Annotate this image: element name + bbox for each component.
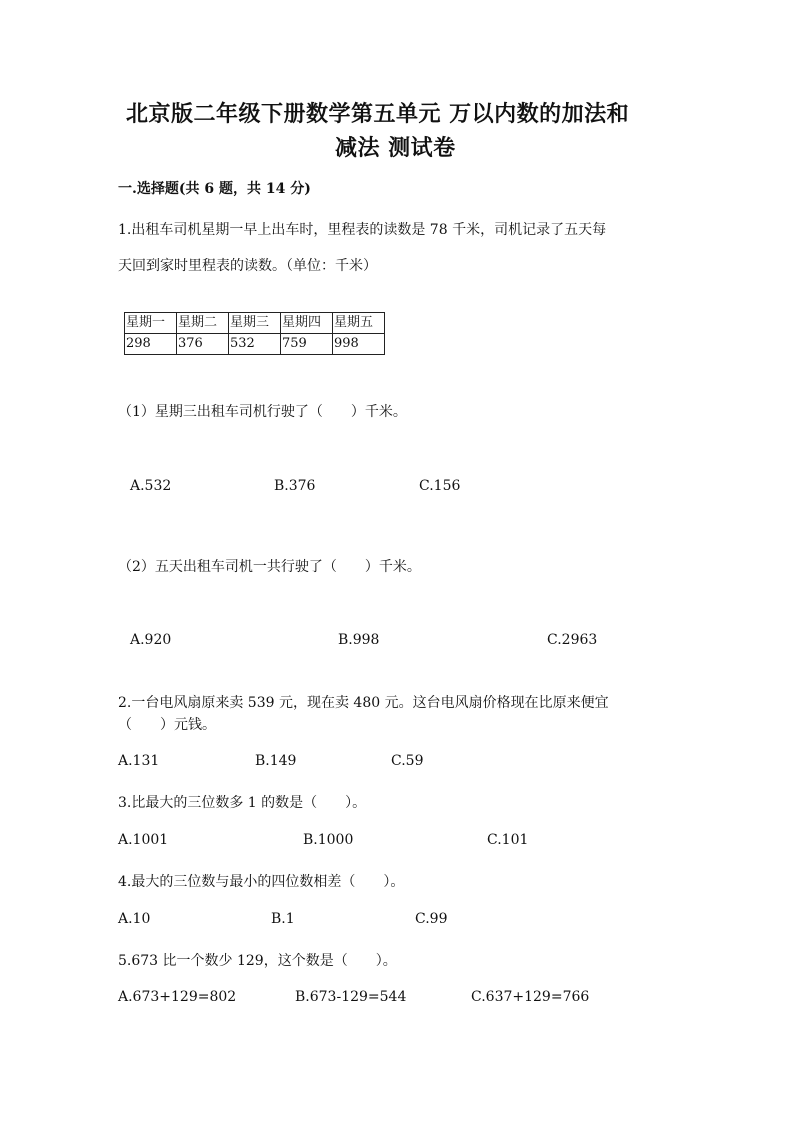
question-1-sub2: （2）五天出租车司机一共行驶了（ ）千米。 [118,559,421,575]
table-cell: 376 [177,334,229,355]
q3-option-b[interactable]: B.1000 [303,832,354,848]
table-cell: 998 [333,334,385,355]
q1-sub2-option-c[interactable]: C.2963 [547,632,598,648]
table-cell: 532 [229,334,281,355]
q5-option-c[interactable]: C.637+129=766 [471,989,590,1005]
q2-option-a[interactable]: A.131 [118,753,160,769]
section-heading: 一.选择题(共 6 题，共 14 分) [118,181,311,197]
odometer-table [124,312,385,355]
q4-option-a[interactable]: A.10 [118,911,151,927]
question-2-stem-line1: 2.一台电风扇原来卖 539 元，现在卖 480 元。这台电风扇价格现在比原来便宜 [118,695,609,711]
q2-option-c[interactable]: C.59 [391,753,424,769]
table-row [125,334,385,355]
question-2-stem-line2: （ ）元钱。 [118,717,216,733]
table-cell: 759 [281,334,333,355]
table-header-cell: 星期三 [229,313,281,334]
q1-sub1-option-b[interactable]: B.376 [274,478,316,494]
document-title-line1: 北京版二年级下册数学第五单元 万以内数的加法和 [126,101,630,127]
q1-sub2-option-b[interactable]: B.998 [338,632,380,648]
question-1-stem-line2: 天回到家时里程表的读数。（单位：千米） [118,258,377,274]
question-3-stem: 3.比最大的三位数多 1 的数是（ ）。 [118,795,367,811]
q5-option-b[interactable]: B.673-129=544 [295,989,407,1005]
q3-option-c[interactable]: C.101 [487,832,529,848]
q1-sub2-option-a[interactable]: A.920 [130,632,172,648]
table-cell: 298 [125,334,177,355]
q5-option-a[interactable]: A.673+129=802 [118,989,237,1005]
question-1-sub1: （1）星期三出租车司机行驶了（ ）千米。 [118,404,407,420]
table-header-cell: 星期四 [281,313,333,334]
question-4-stem: 4.最大的三位数与最小的四位数相差（ ）。 [118,874,405,890]
q1-sub1-option-a[interactable]: A.532 [130,478,172,494]
table-header-row [125,313,385,334]
table-header-cell: 星期五 [333,313,385,334]
document-title-line2: 减法 测试卷 [335,135,456,161]
question-5-stem: 5.673 比一个数少 129，这个数是（ ）。 [118,953,397,969]
q3-option-a[interactable]: A.1001 [118,832,169,848]
q1-sub1-option-c[interactable]: C.156 [419,478,461,494]
table-header-cell: 星期一 [125,313,177,334]
table-header-cell: 星期二 [177,313,229,334]
q4-option-c[interactable]: C.99 [415,911,448,927]
q2-option-b[interactable]: B.149 [255,753,297,769]
question-1-stem-line1: 1.出租车司机星期一早上出车时，里程表的读数是 78 千米，司机记录了五天每 [118,222,607,238]
q4-option-b[interactable]: B.1 [271,911,295,927]
